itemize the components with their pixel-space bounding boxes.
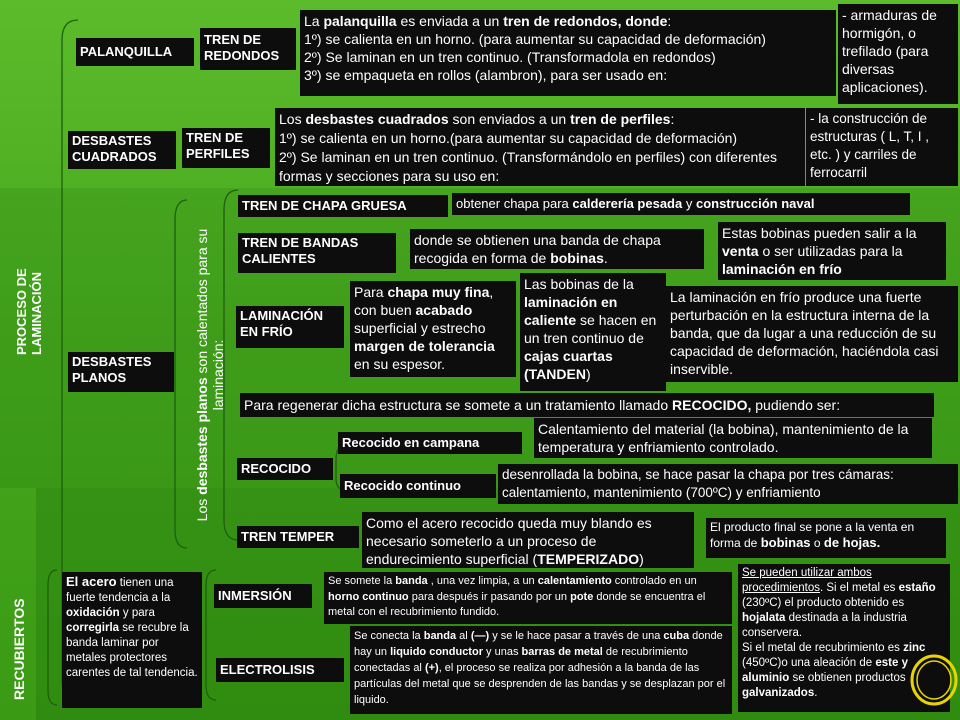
cuadrados-uses: - la construcción de estructuras ( L, T, I , etc. ) y carriles de ferrocarril (806, 108, 958, 186)
frio-bobinas-note: Las bobinas de la laminación en caliente se hacen en un tren continuo de cajas cuartas (TANDEN) (520, 273, 666, 391)
palanquilla-description: La palanquilla es enviada a un tren de redondos, donde: 1º) se calienta en un horno. (para aumentar su capacidad de deformación) 2º) Se laminan en un tren continuo. (Transformadola en redondos) 3º) se empaqueta en rollos (alambron), para ser usado en: (300, 10, 836, 96)
planos-vertical-brace (175, 200, 187, 548)
tren-bandas-calientes-label: TREN DE BANDAS CALIENTES (238, 233, 396, 273)
recocido-continuo-description: desenrollada la bobina, se hace pasar la chapa por tres cámaras: calentamiento, mantenimiento (700ºC) y enfriamiento (498, 464, 958, 504)
tren-perfiles-label: TREN DE PERFILES (182, 128, 270, 168)
recocido-label: RECOCIDO (237, 458, 333, 480)
laminacion-frio-label: LAMINACIÓN EN FRÍO (236, 306, 344, 348)
planos-brace (224, 190, 238, 540)
bandas-description: donde se obtienen una banda de chapa recogida en forma de bobinas. (410, 229, 704, 269)
desbastes-planos-label: DESBASTES PLANOS (68, 352, 174, 392)
inmersion-label: INMERSIÓN (214, 584, 312, 608)
recocido-continuo-label: Recocido continuo (340, 474, 496, 498)
electrolisis-description: Se conecta la banda al (—) y se le hace pasar a través de una cuba donde hay un liquido conductor y unas barras de metal de recubrimiento conectadas al (+), el proceso se realiza por adhesión a la banda de las partículas del metal que se desprenden de las bandas y se desplazan por el liquido. (350, 626, 732, 714)
desbastes-cuadrados-label: DESBASTES CUADRADOS (68, 131, 176, 169)
root-label: PROCESO DE LAMINACIÓN (14, 268, 44, 355)
chapa-gruesa-description: obtener chapa para calderería pesada y construcción naval (452, 193, 910, 215)
metales-recubrimiento-note: Se pueden utilizar ambos procedimientos. Si el metal es estaño (230ºC) el producto obtenido es hojalata destinada a la industria conservera. Si el metal de recubrimiento es zinc (450ºC)o una aleación de este y aluminio se obtienen productos galvanizados. (738, 564, 950, 712)
highlight-circle (908, 652, 960, 708)
recubiertos-brace (48, 570, 57, 705)
recubiertos-label: RECUBIERTOS (11, 598, 27, 700)
cuadrados-description: Los desbastes cuadrados son enviados a un tren de perfiles: 1º) se calienta en un horno.(para aumentar su capacidad de deformación) 2º) Se laminan en un tren continuo. (Transformándolo en perfiles) con diferentes formas y secciones para su uso en: (275, 108, 805, 186)
regenerar-text: Para regenerar dicha estructura se somete a un tratamiento llamado RECOCIDO, pudiendo ser: (240, 393, 934, 417)
temper-description: Como el acero recocido queda muy blando es necesario someterlo a un proceso de endurecimiento superficial (TEMPERIZADO) (362, 512, 694, 568)
recocido-campana-description: Calentamiento del material (la bobina), mantenimiento de la temperatura y enfriamiento controlado. (534, 418, 932, 458)
inmersion-description: Se somete la banda , una vez limpia, a un calentamiento controlado en un horno continuo para después ir pasando por un pote donde se encuentra el metal con el recubrimiento fundido. (324, 572, 732, 624)
palanquilla-uses: - armaduras de hormigón, o trefilado (para diversas aplicaciones). (838, 4, 958, 104)
planos-vertical-text: Los desbastes planos son calentados para su laminación: (194, 228, 226, 522)
bandas-note: Estas bobinas pueden salir a la venta o ser utilizadas para la laminación en frío (718, 222, 946, 280)
frio-effect: La laminación en frío produce una fuerte perturbación en la estructura interna de la banda, que da lugar a una reducción de su capacidad de deformación, haciéndola casi inservible. (666, 286, 958, 382)
temper-final-product: El producto final se pone a la venta en forma de bobinas o de hojas. (706, 518, 946, 558)
frio-description: Para chapa muy fina, con buen acabado superficial y estrecho margen de tolerancia en su espesor. (350, 281, 516, 377)
tren-temper-label: TREN TEMPER (237, 526, 359, 548)
tren-redondos-label: TREN DE REDONDOS (200, 28, 296, 70)
recocido-campana-label: Recocido en campana (338, 432, 522, 454)
electrolisis-label: ELECTROLISIS (216, 658, 344, 682)
tren-chapa-gruesa-label: TREN DE CHAPA GRUESA (238, 195, 448, 217)
palanquilla-label: PALANQUILLA (76, 38, 194, 66)
recubiertos-intro: El acero tienen una fuerte tendencia a la oxidación y para corregirla se recubre la banda laminar por metales protectores carentes de tal tendencia. (62, 572, 202, 708)
